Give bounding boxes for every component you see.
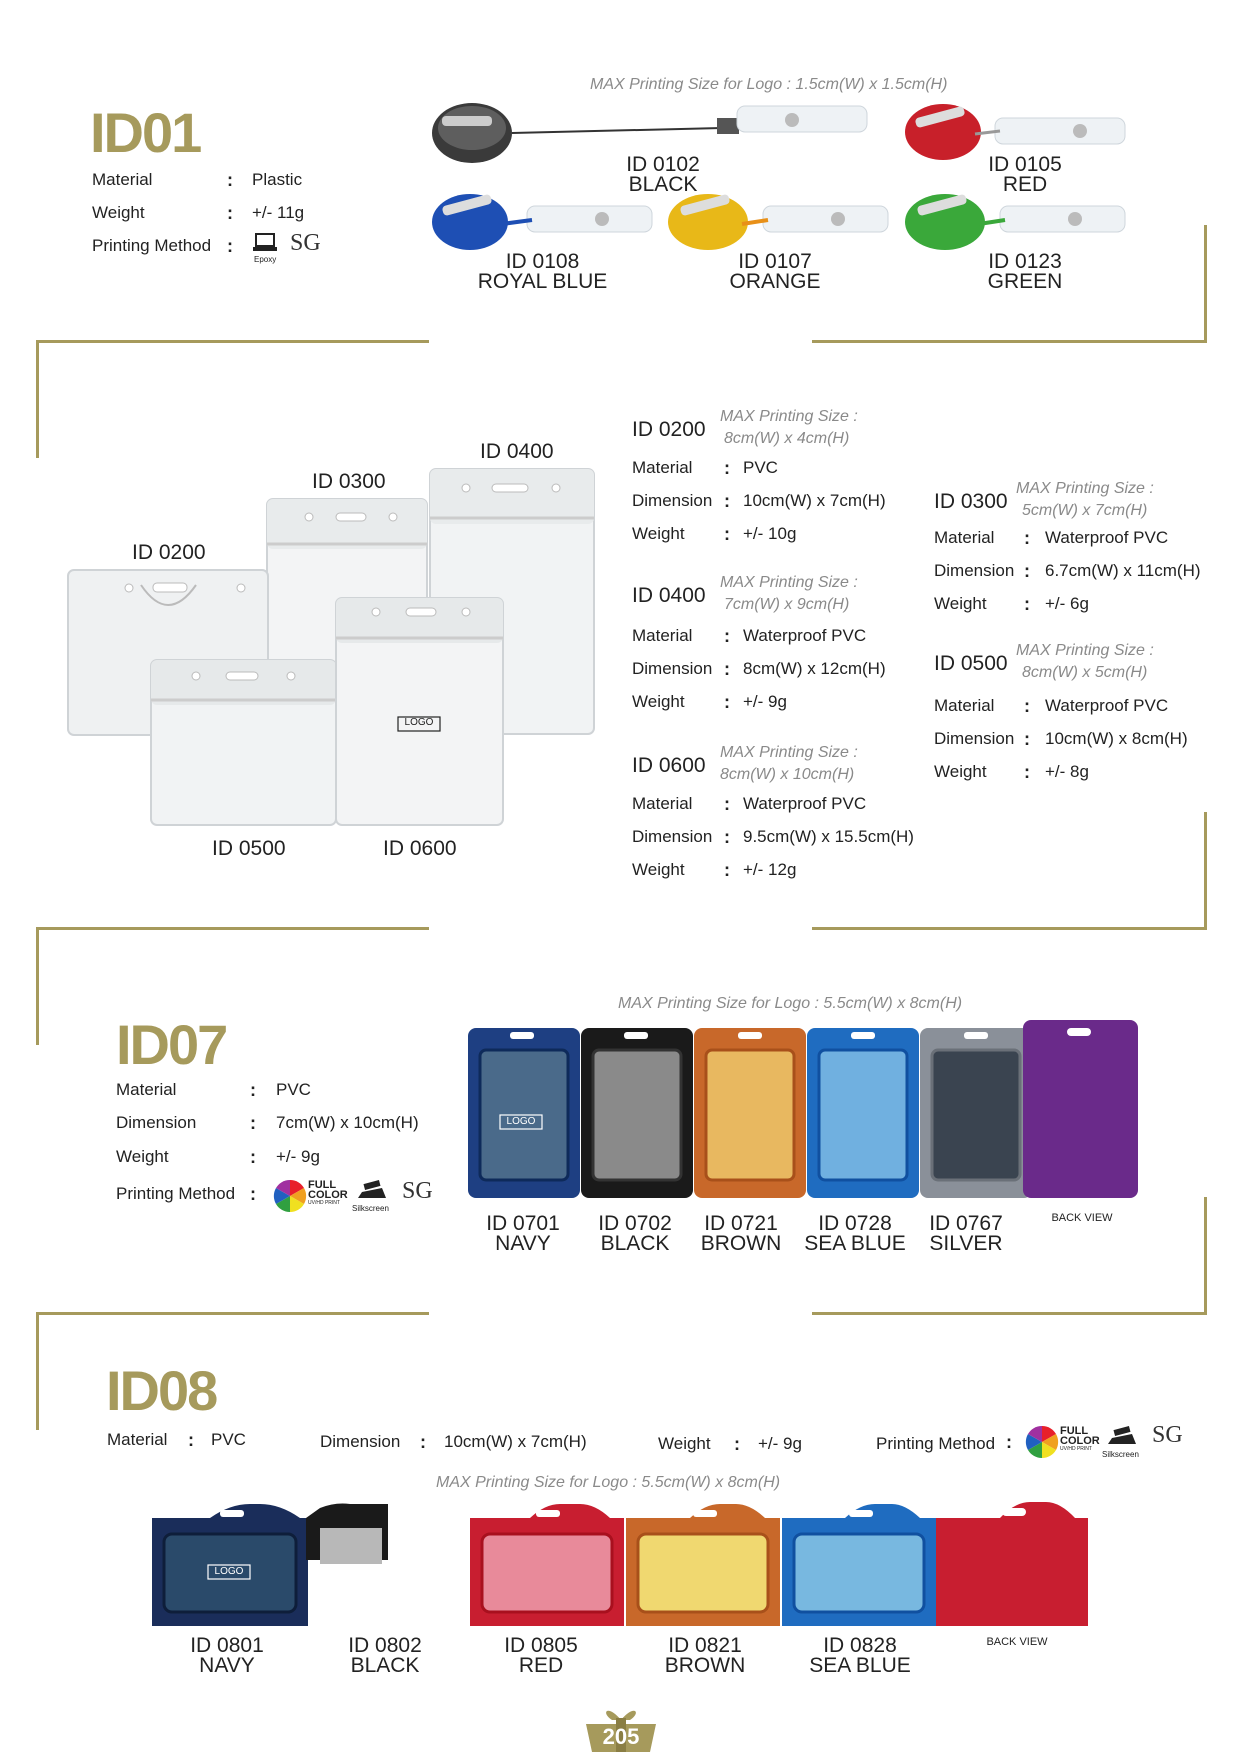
spec-colon: : <box>724 827 730 847</box>
product-color: BROWN <box>700 1232 782 1255</box>
divider-line <box>1204 225 1207 343</box>
spec-colon: : <box>724 659 730 679</box>
product-color: BLACK <box>350 1654 420 1677</box>
divider-line <box>36 1312 429 1315</box>
product-color: NAVY <box>199 1654 255 1677</box>
spec-value: +/- 9g <box>743 692 787 711</box>
spec-label: Weight <box>934 594 987 613</box>
product-color: RED <box>518 1654 564 1677</box>
product-color: SEA BLUE <box>809 1654 911 1677</box>
full-color-icon <box>1024 1424 1060 1460</box>
reel-orange-image <box>668 192 893 252</box>
logo-placeholder: LOGO <box>214 1566 244 1577</box>
spec-colon: : <box>1024 729 1030 749</box>
reel-green-image <box>905 192 1130 252</box>
spec-value: Plastic <box>252 170 303 189</box>
divider-line <box>36 1312 39 1430</box>
item-code: ID 0300 <box>934 490 1008 513</box>
spec-colon: : <box>188 1430 194 1450</box>
id01-title: ID01 <box>90 101 201 164</box>
back-view-label: BACK VIEW <box>986 1636 1048 1648</box>
product-code: ID 0107 <box>738 250 812 273</box>
spec-value: +/- 10g <box>743 524 797 543</box>
spec-colon: : <box>1006 1432 1012 1452</box>
spec-colon: : <box>724 794 730 814</box>
spec-label: Dimension <box>632 827 713 846</box>
spec-label: Printing Method <box>92 236 212 255</box>
product-color: BLACK <box>628 173 698 196</box>
spec-label: Printing Method <box>876 1434 996 1453</box>
sg-logo: SG <box>290 230 321 256</box>
id08-max-print: MAX Printing Size for Logo : 5.5cm(W) x 8cm(H) <box>436 1474 781 1491</box>
id08-holders-image <box>150 1500 1090 1630</box>
spec-value: PVC <box>211 1430 246 1449</box>
product-color: RED <box>1002 173 1048 196</box>
spec-colon: : <box>420 1432 426 1452</box>
product-code: ID 0802 <box>348 1634 422 1657</box>
item-max-b: 8cm(W) x 5cm(H) <box>1022 664 1148 681</box>
product-code: ID 0721 <box>704 1212 778 1235</box>
spec-colon: : <box>227 236 233 256</box>
spec-value: Waterproof PVC <box>1045 696 1169 715</box>
divider-line <box>36 927 429 930</box>
spec-label: Dimension <box>934 561 1015 580</box>
spec-label: Dimension <box>116 1113 197 1132</box>
spec-label: Weight <box>116 1147 169 1166</box>
spec-label: Weight <box>632 860 685 879</box>
spec-value: 8cm(W) x 12cm(H) <box>743 659 886 678</box>
logo-placeholder: LOGO <box>404 717 434 728</box>
spec-colon: : <box>724 491 730 511</box>
spec-label: Material <box>632 458 693 477</box>
spec-label: Dimension <box>934 729 1015 748</box>
spec-label: Material <box>116 1080 177 1099</box>
spec-label: Dimension <box>632 491 713 510</box>
divider-line <box>812 927 1207 930</box>
item-max-a: MAX Printing Size : <box>720 744 858 761</box>
spec-colon: : <box>250 1184 256 1204</box>
spec-colon: : <box>724 524 730 544</box>
spec-value: +/- 6g <box>1045 594 1089 613</box>
spec-colon: : <box>1024 528 1030 548</box>
spec-value: Waterproof PVC <box>1045 528 1169 547</box>
spec-colon: : <box>1024 594 1030 614</box>
id07-max-print: MAX Printing Size for Logo : 5.5cm(W) x 8cm(H) <box>618 995 963 1012</box>
product-code: ID 0828 <box>823 1634 897 1657</box>
product-code: ID 0701 <box>486 1212 560 1235</box>
spec-label: Weight <box>934 762 987 781</box>
item-max-b: 8cm(W) x 10cm(H) <box>720 766 855 783</box>
epoxy-icon <box>252 232 278 254</box>
silkscreen-label: Silkscreen <box>352 1204 389 1213</box>
pouch-label: ID 0600 <box>383 837 457 860</box>
silkscreen-label: Silkscreen <box>1102 1450 1139 1459</box>
spec-colon: : <box>227 170 233 190</box>
product-color: BLACK <box>600 1232 670 1255</box>
pouch-label: ID 0500 <box>212 837 286 860</box>
spec-colon: : <box>734 1434 740 1454</box>
product-color: SEA BLUE <box>804 1232 906 1255</box>
epoxy-label: Epoxy <box>254 255 277 264</box>
spec-value: PVC <box>276 1080 311 1099</box>
full-color-text-c: UV/HD PRINT <box>1060 1446 1092 1452</box>
spec-colon: : <box>724 458 730 478</box>
item-max-a: MAX Printing Size : <box>720 408 858 425</box>
spec-colon: : <box>1024 762 1030 782</box>
spec-label: Material <box>632 626 693 645</box>
divider-line <box>1204 812 1207 930</box>
spec-label: Dimension <box>320 1432 401 1451</box>
divider-line <box>812 340 1207 343</box>
product-code: ID 0801 <box>190 1634 264 1657</box>
spec-value: 10cm(W) x 7cm(H) <box>444 1432 587 1451</box>
spec-value: 9.5cm(W) x 15.5cm(H) <box>743 827 914 846</box>
divider-line <box>1204 1197 1207 1315</box>
item-code: ID 0500 <box>934 652 1008 675</box>
divider-line <box>812 1312 1207 1315</box>
sg-logo: SG <box>1152 1422 1183 1448</box>
product-color: BROWN <box>664 1654 746 1677</box>
spec-value: +/- 11g <box>252 203 305 222</box>
spec-value: +/- 9g <box>276 1147 320 1166</box>
pouches-image <box>66 440 606 835</box>
product-code: ID 0821 <box>668 1634 742 1657</box>
product-code: ID 0728 <box>818 1212 892 1235</box>
spec-colon: : <box>250 1147 256 1167</box>
spec-colon: : <box>250 1080 256 1100</box>
spec-label: Material <box>632 794 693 813</box>
product-code: ID 0102 <box>626 153 700 176</box>
item-max-b: 5cm(W) x 7cm(H) <box>1022 502 1148 519</box>
spec-value: PVC <box>743 458 778 477</box>
spec-value: Waterproof PVC <box>743 794 867 813</box>
product-color: GREEN <box>987 270 1063 293</box>
silkscreen-icon <box>1106 1424 1138 1448</box>
divider-line <box>36 927 39 1045</box>
spec-label: Weight <box>92 203 145 222</box>
product-code: ID 0123 <box>988 250 1062 273</box>
spec-value: 10cm(W) x 8cm(H) <box>1045 729 1188 748</box>
id08-title: ID08 <box>106 1359 217 1422</box>
spec-colon: : <box>724 860 730 880</box>
silkscreen-icon <box>356 1178 388 1202</box>
id07-title: ID07 <box>116 1013 227 1076</box>
id07-holders-image <box>466 1020 1146 1205</box>
spec-value: +/- 8g <box>1045 762 1089 781</box>
spec-value: 10cm(W) x 7cm(H) <box>743 491 886 510</box>
full-color-text-b: COLOR <box>308 1189 348 1201</box>
spec-label: Dimension <box>632 659 713 678</box>
product-code: ID 0108 <box>505 250 580 273</box>
full-color-icon <box>272 1178 308 1214</box>
product-color: ORANGE <box>729 270 821 293</box>
pouch-label: ID 0200 <box>132 541 206 564</box>
item-max-a: MAX Printing Size : <box>1016 480 1154 497</box>
item-code: ID 0200 <box>632 418 706 441</box>
id01-max-print: MAX Printing Size for Logo : 1.5cm(W) x 1.5cm(H) <box>590 76 948 93</box>
pouch-label: ID 0400 <box>480 440 554 463</box>
product-color: NAVY <box>495 1232 551 1255</box>
spec-value: Waterproof PVC <box>743 626 867 645</box>
spec-colon: : <box>724 692 730 712</box>
spec-value: 6.7cm(W) x 11cm(H) <box>1045 561 1201 580</box>
logo-placeholder: LOGO <box>506 1116 536 1127</box>
item-max-a: MAX Printing Size : <box>1016 642 1154 659</box>
product-color: SILVER <box>929 1232 1003 1255</box>
product-color: ROYAL BLUE <box>477 270 608 293</box>
item-max-b: 8cm(W) x 4cm(H) <box>724 430 850 447</box>
reel-blue-image <box>432 192 657 252</box>
full-color-label <box>1060 1426 1100 1452</box>
spec-label: Weight <box>658 1434 711 1453</box>
product-code: ID 0767 <box>929 1212 1003 1235</box>
item-max-a: MAX Printing Size : <box>720 574 858 591</box>
spec-colon: : <box>1024 696 1030 716</box>
page-number: 205 <box>602 1724 640 1749</box>
spec-label: Weight <box>632 524 685 543</box>
item-code: ID 0600 <box>632 754 706 777</box>
full-color-text-c: UV/HD PRINT <box>308 1200 340 1206</box>
full-color-text-b: COLOR <box>1060 1435 1100 1447</box>
spec-label: Material <box>934 528 995 547</box>
spec-label: Weight <box>632 692 685 711</box>
spec-colon: : <box>724 626 730 646</box>
pouch-label: ID 0300 <box>312 470 386 493</box>
spec-label: Material <box>92 170 153 189</box>
spec-value: 7cm(W) x 10cm(H) <box>276 1113 419 1132</box>
spec-label: Material <box>107 1430 168 1449</box>
spec-colon: : <box>1024 561 1030 581</box>
divider-line <box>36 340 39 458</box>
spec-colon: : <box>250 1113 256 1133</box>
item-code: ID 0400 <box>632 584 706 607</box>
full-color-text-a: FULL <box>308 1179 337 1191</box>
spec-label: Material <box>934 696 995 715</box>
full-color-text-a: FULL <box>1060 1425 1089 1437</box>
spec-value: +/- 12g <box>743 860 797 879</box>
full-color-label <box>308 1180 348 1206</box>
item-max-b: 7cm(W) x 9cm(H) <box>724 596 850 613</box>
back-view-label: BACK VIEW <box>1051 1212 1113 1224</box>
product-code: ID 0105 <box>988 153 1062 176</box>
product-code: ID 0805 <box>504 1634 578 1657</box>
spec-label: Printing Method <box>116 1184 236 1203</box>
divider-line <box>36 340 429 343</box>
product-code: ID 0702 <box>598 1212 672 1235</box>
spec-value: +/- 9g <box>758 1434 802 1453</box>
sg-logo: SG <box>402 1178 433 1204</box>
spec-colon: : <box>227 203 233 223</box>
